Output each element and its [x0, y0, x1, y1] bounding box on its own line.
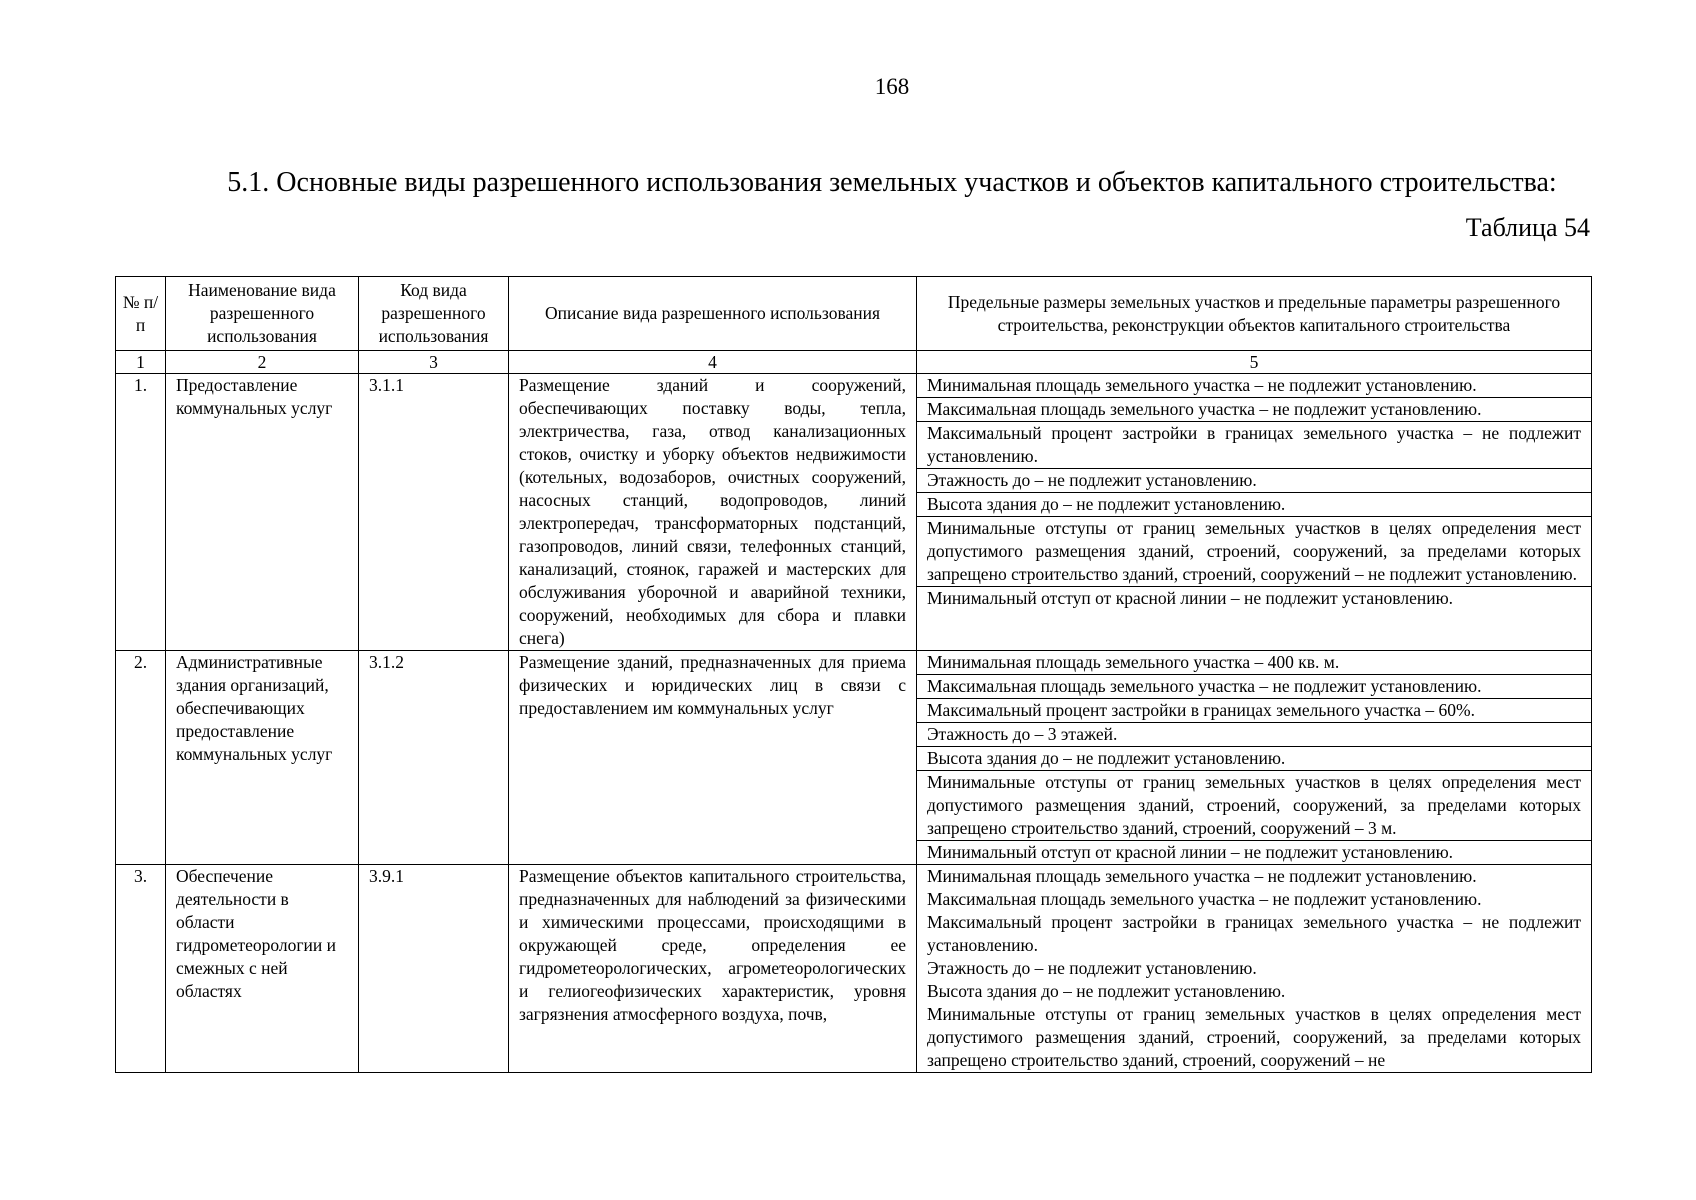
table-row	[116, 865, 1592, 1073]
param-item: Минимальные отступы от границ земельных участков в целях определения мест допустимого размещения зданий, строений, сооружений, за пределами которых запрещено строительство зданий, строений, сооружений – не подлежит установлению.	[917, 517, 1591, 587]
param-item: Высота здания до – не подлежит установлению.	[927, 981, 1286, 1001]
use-params	[917, 651, 1592, 865]
table-row	[116, 374, 1592, 651]
page-number: 168	[874, 74, 910, 99]
param-item: Минимальная площадь земельного участка – не подлежит установлению.	[917, 374, 1591, 398]
param-item: Минимальные отступы от границ земельных участков в целях определения мест допустимого размещения зданий, строений, сооружений, за пределами которых запрещено строительство зданий, строений, сооружений – не	[927, 1004, 1581, 1070]
header-num: № п/п	[116, 277, 166, 351]
param-item: Высота здания до – не подлежит установлению.	[917, 493, 1591, 517]
use-code: 3.1.2	[359, 651, 509, 865]
table-header-row	[116, 277, 1592, 351]
row-number: 2.	[116, 651, 166, 865]
row-number: 1.	[116, 374, 166, 651]
use-code: 3.1.1	[359, 374, 509, 651]
param-list	[917, 651, 1591, 864]
use-code: 3.9.1	[359, 865, 509, 1073]
param-item: Этажность до – не подлежит установлению.	[917, 469, 1591, 493]
param-item: Максимальная площадь земельного участка – не подлежит установлению.	[917, 675, 1591, 699]
header-code: Код вида разрешенного использования	[359, 277, 509, 351]
use-name: Административные здания организаций, обеспечивающих предоставление коммунальных услуг	[166, 651, 359, 865]
param-item: Высота здания до – не подлежит установлению.	[917, 747, 1591, 771]
param-item: Минимальная площадь земельного участка – не подлежит установлению.	[927, 866, 1477, 886]
use-params	[917, 865, 1592, 1073]
param-item: Минимальный отступ от красной линии – не подлежит установлению.	[927, 842, 1454, 862]
column-number: 2	[166, 351, 359, 374]
column-number: 3	[359, 351, 509, 374]
use-description: Размещение зданий, предназначенных для приема физических и юридических лиц в связи с предоставлением им коммунальных услуг	[509, 651, 917, 865]
use-description: Размещение объектов капитального строительства, предназначенных для наблюдений за физическими и химическими процессами, происходящими в окружающей среде, определения ее гидрометеорологических, агрометеорологических и гелиогеофизических характеристик, уровня загрязнения атмосферного воздуха, почв,	[509, 865, 917, 1073]
header-description: Описание вида разрешенного использования	[509, 277, 917, 351]
column-number: 4	[509, 351, 917, 374]
use-description: Размещение зданий и сооружений, обеспечивающих поставку воды, тепла, электричества, газа, отвод канализационных стоков, очистку и уборку объектов недвижимости (котельных, водозаборов, очистных сооружений, насосных станций, водопроводов, линий электропередач, трансформаторных подстанций, газопроводов, линий связи, телефонных станций, канализаций, стоянок, гаражей и мастерских для обслуживания уборочной и аварийной техники, сооружений, необходимых для сбора и плавки снега)	[509, 374, 917, 651]
param-item: Минимальная площадь земельного участка – 400 кв. м.	[917, 651, 1591, 675]
use-params	[917, 374, 1592, 651]
section-heading: 5.1. Основные виды разрешенного использования земельных участков и объектов капитального строительства:	[227, 166, 1557, 198]
column-number-row	[116, 351, 1592, 374]
param-list	[917, 374, 1591, 610]
param-item: Максимальный процент застройки в границах земельного участка – не подлежит установлению.	[917, 422, 1591, 469]
column-number: 1	[116, 351, 166, 374]
param-item: Максимальная площадь земельного участка – не подлежит установлению.	[917, 398, 1591, 422]
param-item: Максимальный процент застройки в границах земельного участка – не подлежит установлению.	[927, 912, 1581, 955]
param-item: Максимальная площадь земельного участка – не подлежит установлению.	[927, 889, 1482, 909]
param-item: Минимальный отступ от красной линии – не подлежит установлению.	[927, 588, 1454, 608]
param-item: Этажность до – не подлежит установлению.	[927, 958, 1257, 978]
table-row	[116, 651, 1592, 865]
header-params: Предельные размеры земельных участков и предельные параметры разрешенного строительства, реконструкции объектов капитального строительства	[917, 277, 1592, 351]
param-item: Этажность до – 3 этажей.	[917, 723, 1591, 747]
land-use-table	[115, 276, 1592, 1073]
header-name: Наименование вида разрешенного использования	[166, 277, 359, 351]
param-list	[917, 865, 1591, 1072]
row-number: 3.	[116, 865, 166, 1073]
param-item: Максимальный процент застройки в границах земельного участка – 60%.	[917, 699, 1591, 723]
column-number: 5	[917, 351, 1592, 374]
use-name: Обеспечение деятельности в области гидрометеорологии и смежных с ней областях	[166, 865, 359, 1073]
use-name: Предоставление коммунальных услуг	[166, 374, 359, 651]
param-item: Минимальные отступы от границ земельных участков в целях определения мест допустимого размещения зданий, строений, сооружений, за пределами которых запрещено строительство зданий, строений, сооружений – 3 м.	[917, 771, 1591, 841]
table-label: Таблица 54	[1465, 213, 1590, 242]
